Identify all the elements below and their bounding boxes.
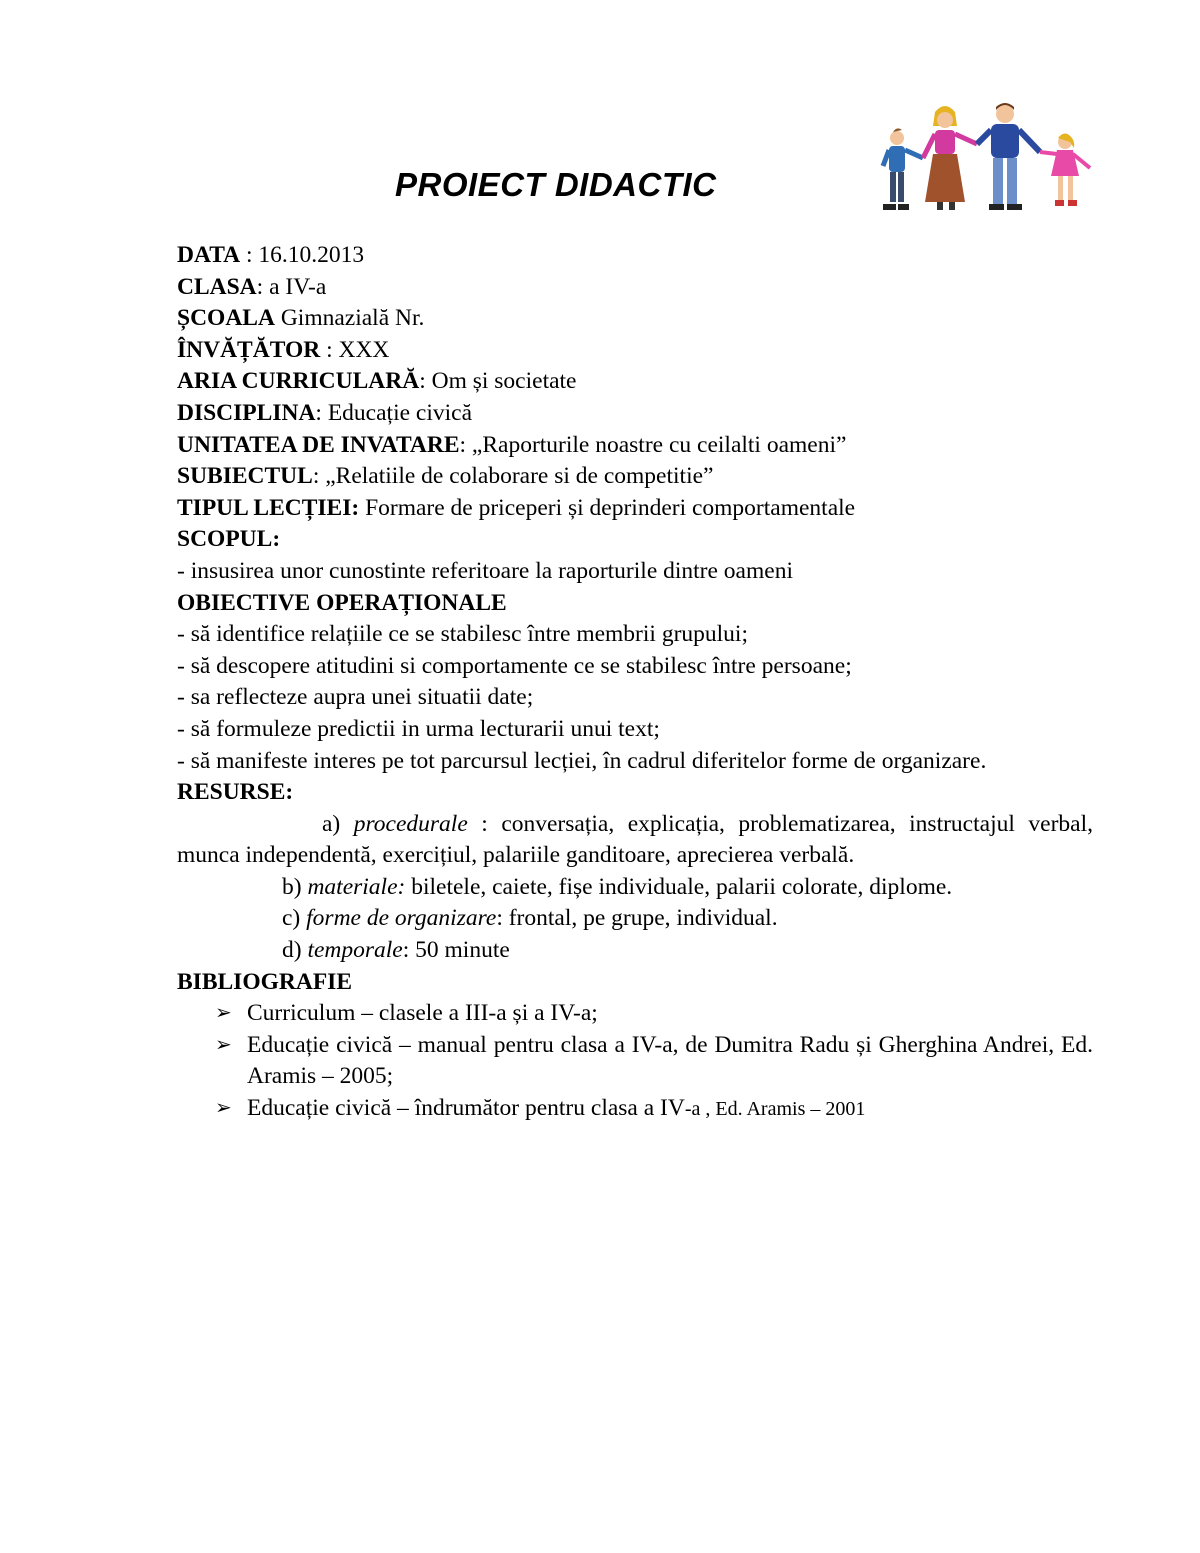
scoala-row: ȘCOALA Gimnazială Nr. bbox=[177, 305, 425, 332]
resurse-heading: RESURSE: bbox=[177, 779, 294, 806]
bibliografie-heading: BIBLIOGRAFIE bbox=[177, 968, 352, 995]
data-row: DATA : 16.10.2013 bbox=[177, 242, 365, 268]
disciplina-row: DISCIPLINA: Educație civică bbox=[177, 399, 473, 426]
aria-row: ARIA CURRICULARĂ: Om și societate bbox=[177, 368, 577, 395]
obiectiv-item: - să manifeste interes pe tot parcursul lecției, în cadrul diferitelor forme de organizare. bbox=[177, 747, 987, 774]
obiectiv-item: - să formuleze predictii in urma lecturarii unui text; bbox=[177, 715, 660, 742]
scopul-heading: SCOPUL: bbox=[177, 526, 281, 553]
arrow-bullet-icon: ➢ bbox=[215, 1097, 232, 1120]
obiectiv-item: - să identifice relațiile ce se stabilesc între membrii grupului; bbox=[177, 621, 748, 648]
resurse-temporale: d) temporale: 50 minute bbox=[282, 937, 510, 964]
resurse-materiale: b) materiale: biletele, caiete, fișe individuale, palarii colorate, diplome. bbox=[282, 873, 953, 900]
bibliografie-item: ➢ Educație civică – îndrumător pentru clasa a IV-a , Ed. Aramis – 2001 bbox=[177, 1093, 1093, 1126]
unitatea-row: UNITATEA DE INVATARE: „Raporturile noastre cu ceilalti oameni” bbox=[177, 431, 847, 458]
obiectiv-item: - sa reflecteze aupra unei situatii date; bbox=[177, 684, 534, 711]
arrow-bullet-icon: ➢ bbox=[215, 1002, 232, 1025]
invatator-row: ÎNVĂȚĂTOR : XXX bbox=[177, 336, 390, 363]
resurse-forme-organizare: c) forme de organizare: frontal, pe grupe, individual. bbox=[282, 905, 778, 932]
family-clipart bbox=[875, 100, 1100, 215]
scopul-text: - insusirea unor cunostinte referitoare la raporturile dintre oameni bbox=[177, 557, 793, 584]
mother-figure bbox=[923, 106, 977, 210]
document-body bbox=[177, 240, 1093, 1126]
father-figure bbox=[977, 103, 1040, 210]
clasa-row: CLASA: a IV-a bbox=[177, 273, 327, 300]
subiectul-row: SUBIECTUL: „Relatiile de colaborare si de competitie” bbox=[177, 463, 714, 490]
boy-figure bbox=[883, 128, 923, 210]
girl-figure bbox=[1040, 134, 1090, 207]
bibliografie-item: ➢ Educație civică – manual pentru clasa a IV-a, de Dumitra Radu și Gherghina Andrei, Ed. Aramis – 2005; bbox=[177, 1030, 1093, 1093]
obiective-heading: OBIECTIVE OPERAȚIONALE bbox=[177, 589, 507, 616]
tipul-row: TIPUL LECȚIEI: Formare de priceperi și deprinderi comportamentale bbox=[177, 494, 856, 521]
resurse-procedurale: a) procedurale : conversația, explicația, problematizarea, instructajul verbal, munca independentă, exercițiul, palariile ganditoare, aprecierea verbală. bbox=[177, 810, 1093, 869]
bibliografie-item: ➢ Curriculum – clasele a III-a și a IV-a; bbox=[177, 998, 1093, 1030]
arrow-bullet-icon: ➢ bbox=[215, 1033, 232, 1056]
obiectiv-item: - să descopere atitudini si comportamente ce se stabilesc între persoane; bbox=[177, 652, 852, 679]
page-title: PROIECT DIDACTIC bbox=[395, 166, 717, 203]
